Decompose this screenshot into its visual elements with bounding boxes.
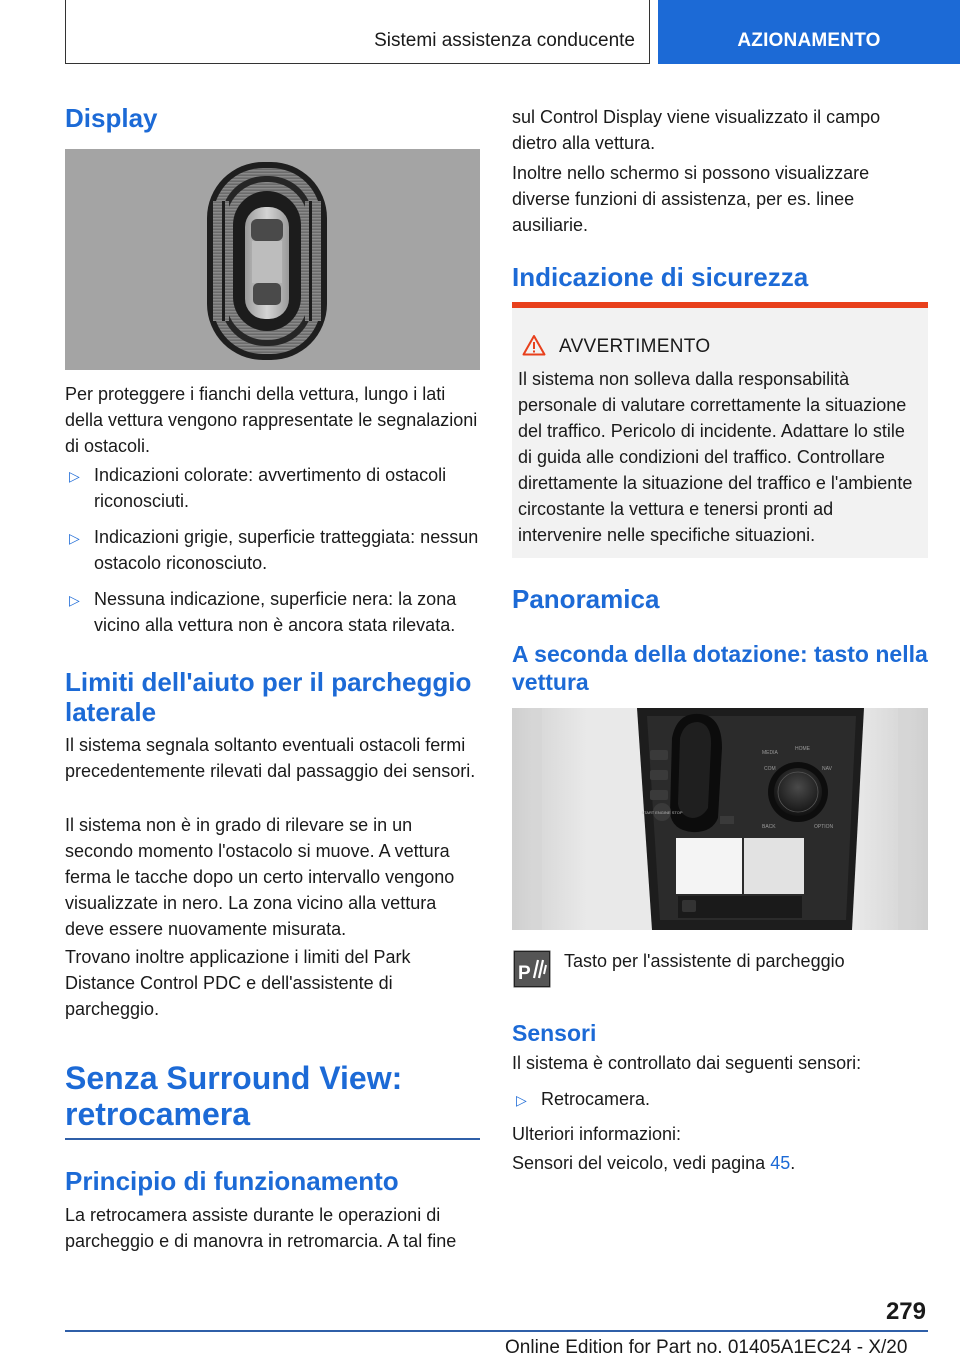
functions-text: Inoltre nello schermo si possono visualizzare diverse funzioni di assistenza, per es. linee ausiliarie.: [512, 163, 870, 235]
triangle-bullet-icon: ▷: [69, 468, 80, 484]
start-stop-label: START ENGINE STOP: [641, 810, 683, 815]
triangle-bullet-icon: ▷: [69, 592, 80, 608]
parking-assistant-button-icon: [513, 950, 551, 988]
chapter-divider: [65, 1138, 480, 1140]
center-console-image: [512, 708, 928, 930]
triangle-bullet-icon: ▷: [516, 1092, 527, 1108]
warning-text: Il sistema non solleva dalla responsabilità personale di valutare correttamente la situazione del traffico. Pericolo di incidente. Adattare lo stile di guida alle condizioni del traffico. Controllare direttamente la situazione del traffico e l'ambiente circostante la vettura e tenersi pronti ad intervenire nelle specifiche situazioni.: [518, 369, 913, 545]
list-item: ▷ Nessuna indicazione, superficie nera: la zona vicino alla vettura non è ancora stata rilevata.: [69, 589, 457, 635]
option-label: OPTION: [814, 824, 834, 830]
triangle-bullet-icon: ▷: [69, 530, 80, 546]
list-item: ▷ Indicazioni grigie, superficie tratteggiata: nessun ostacolo riconosciuto.: [69, 527, 479, 573]
sensors-reference: Sensori del veicolo, vedi pagina 45.: [512, 1153, 796, 1173]
limits-paragraph-3: Trovano inoltre applicazione i limiti del Park Distance Control PDC e dell'assistente di parcheggio.: [65, 947, 411, 1019]
page-link[interactable]: 45: [770, 1153, 791, 1173]
com-label: COM: [764, 766, 776, 772]
media-label: MEDIA: [762, 750, 778, 756]
header-box: [65, 0, 650, 64]
back-label: BACK: [762, 824, 776, 830]
svg-text:P: P: [518, 963, 531, 984]
limits-paragraph-2: Il sistema non è in grado di rilevare se in un secondo momento l'ostacolo si muove. A vettura ferma le tacche dopo un certo intervallo vengono visualizzate in nero. La zona vicino alla vettura deve essere nuovamente misurata.: [65, 815, 455, 939]
camera-continued-text: sul Control Display viene visualizzato il campo dietro alla vettura.: [512, 107, 881, 153]
chapter-heading: Senza Surround View: retrocamera: [65, 1060, 403, 1132]
chapter-tab[interactable]: [658, 0, 960, 64]
principle-heading: Principio di funzionamento: [65, 1166, 399, 1196]
principle-description: La retrocamera assiste durante le operazioni di parcheggio e di manovra in retromarcia. A tal fine: [65, 1205, 457, 1251]
sensors-heading: Sensori: [512, 1020, 597, 1046]
sensors-description: Il sistema è controllato dai seguenti sensori:: [512, 1053, 862, 1073]
nav-label: NAV: [822, 766, 832, 772]
warning-title: AVVERTIMENTO: [559, 336, 711, 357]
warning-box: [512, 302, 928, 558]
button-caption: Tasto per l'assistente di parcheggio: [564, 951, 845, 971]
home-label: HOME: [795, 746, 810, 752]
page-number: 279: [885, 1298, 926, 1325]
section-title: Sistemi assistenza conducente: [374, 30, 635, 51]
side-view-display-image: [65, 149, 480, 370]
indication-list: [65, 463, 480, 638]
list-item: ▷ Retrocamera.: [512, 1087, 928, 1113]
limits-paragraph-1: Il sistema segnala soltanto eventuali ostacoli fermi precedentemente rilevati dal passaggio dei sensori.: [65, 735, 476, 781]
display-heading: Display: [65, 103, 158, 133]
overview-heading: Panoramica: [512, 584, 660, 614]
display-description: Per proteggere i fianchi della vettura, lungo i lati della vettura vengono rappresentate le segnalazioni di ostacoli.: [65, 384, 478, 456]
chapter-tab-label: AZIONAMENTO: [737, 30, 881, 51]
footer-divider: [65, 1330, 928, 1332]
limits-heading: Limiti dell'aiuto per il parcheggio laterale: [65, 667, 472, 727]
equipment-heading: A seconda della dotazione: tasto nella vettura: [512, 641, 928, 695]
edition-info: Online Edition for Part no. 01405A1EC24 - X/20: [505, 1337, 908, 1358]
safety-heading: Indicazione di sicurezza: [512, 262, 809, 292]
more-info-label: Ulteriori informazioni:: [512, 1124, 682, 1144]
list-item: ▷ Indicazioni colorate: avvertimento di ostacoli riconosciuti.: [69, 465, 447, 511]
warning-triangle-icon: [522, 334, 546, 356]
